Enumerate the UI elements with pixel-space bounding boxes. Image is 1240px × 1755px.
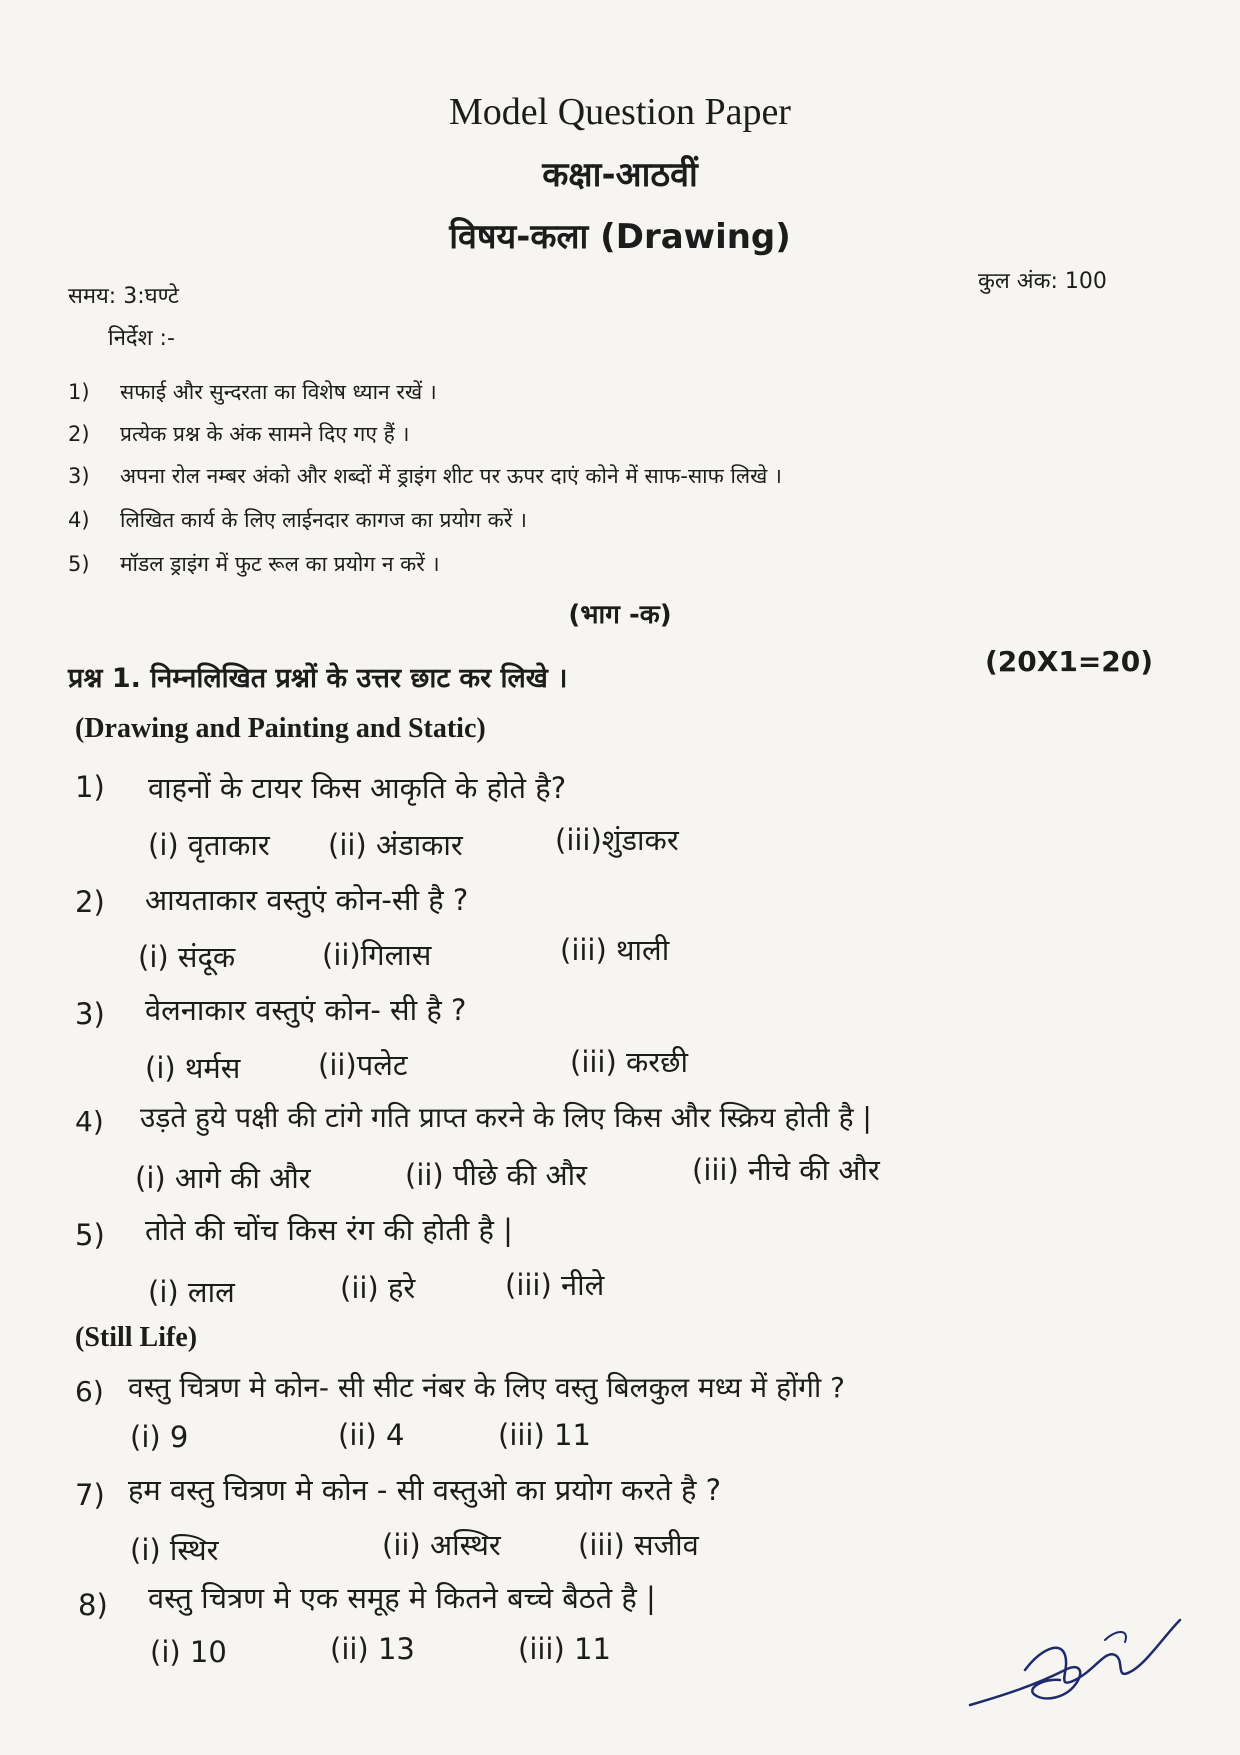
instruction-item — [68, 506, 527, 534]
option-1: (i) 9 — [130, 1420, 189, 1454]
option-1: (i) वृताकार — [148, 828, 270, 862]
instruction-number: 4) — [68, 508, 90, 532]
paper-title: Model Question Paper — [449, 91, 791, 133]
option-1: (i) 10 — [150, 1635, 227, 1669]
option-2: (ii) 13 — [330, 1632, 415, 1666]
question-text: वस्तु चित्रण मे कोन- सी सीट नंबर के लिए वस्तु बिलकुल मध्य में होंगी ? — [128, 1371, 845, 1404]
option-3: (iii) सजीव — [578, 1528, 699, 1562]
option-1: (i) आगे की और — [135, 1161, 311, 1195]
question-number: 1) — [75, 770, 105, 804]
time-allowed: समय: 3:घण्टे — [68, 284, 179, 309]
question-text: उड़ते हुये पक्षी की टांगे गति प्राप्त करने के लिए किस और स्क्रिय होती है | — [140, 1101, 872, 1134]
subject-title: विषय-कला (Drawing) — [449, 217, 791, 257]
option-2: (ii)पलेट — [318, 1048, 408, 1082]
option-1: (i) थर्मस — [145, 1051, 241, 1085]
option-3: (iii) 11 — [518, 1632, 611, 1666]
option-1: (i) लाल — [148, 1275, 235, 1309]
instruction-item — [68, 378, 437, 406]
instructions-title: निर्देश :- — [108, 326, 175, 351]
option-2: (ii) अंडाकार — [328, 828, 463, 862]
instruction-number: 1) — [68, 380, 90, 404]
option-2: (ii) 4 — [338, 1418, 405, 1452]
instruction-item — [68, 462, 782, 490]
question-text: आयताकार वस्तुएं कोन-सी है ? — [145, 883, 469, 917]
option-1: (i) संदूक — [138, 940, 236, 974]
question-number: 3) — [75, 997, 105, 1031]
question-number: 8) — [78, 1588, 108, 1622]
question-number: 6) — [75, 1375, 104, 1408]
subheading-still-life: (Still Life) — [75, 1322, 198, 1353]
option-3: (iii) करछी — [570, 1045, 688, 1079]
option-2: (ii) पीछे की और — [405, 1158, 588, 1192]
question-text: वस्तु चित्रण मे एक समूह मे कितने बच्चे बैठते है | — [148, 1581, 656, 1615]
instruction-text: अपना रोल नम्बर अंको और शब्दों में ड्राइंग शीट पर ऊपर दाएं कोने में साफ-साफ लिखे । — [120, 464, 782, 488]
subheading-drawing: (Drawing and Painting and Static) — [75, 713, 486, 744]
question-number: 2) — [75, 885, 105, 919]
section-heading: (भाग -क) — [568, 600, 672, 630]
option-3: (iii)शुंडाकर — [555, 823, 679, 857]
instruction-number: 5) — [68, 552, 90, 576]
instruction-text: मॉडल ड्राइंग में फुट रूल का प्रयोग न करें । — [120, 552, 440, 576]
option-3: (iii) थाली — [560, 933, 670, 967]
option-3: (iii) नीले — [505, 1268, 605, 1302]
option-3: (iii) नीचे की और — [692, 1153, 880, 1187]
question-1-heading: प्रश्न 1. निम्नलिखित प्रश्नों के उत्तर छाट कर लिखे । — [68, 663, 568, 694]
question-number: 5) — [75, 1218, 105, 1252]
instruction-item — [68, 420, 409, 448]
question-number: 7) — [75, 1478, 105, 1512]
question-number: 4) — [75, 1105, 104, 1138]
option-2: (ii)गिलास — [322, 938, 432, 972]
instruction-text: लिखित कार्य के लिए लाईनदार कागज का प्रयोग करें । — [120, 508, 527, 532]
total-marks: कुल अंक: 100 — [978, 269, 1107, 294]
signature-icon — [965, 1610, 1185, 1720]
instruction-number: 3) — [68, 464, 90, 488]
option-2: (ii) अस्थिर — [382, 1528, 501, 1562]
question-text: तोते की चोंच किस रंग की होती है | — [145, 1213, 513, 1247]
question-text: हम वस्तु चित्रण मे कोन - सी वस्तुओ का प्रयोग करते है ? — [128, 1473, 721, 1507]
instruction-text: सफाई और सुन्दरता का विशेष ध्यान रखें । — [120, 380, 437, 404]
question-text: वेलनाकार वस्तुएं कोन- सी है ? — [145, 993, 467, 1027]
question-1-marks: (20X1=20) — [985, 645, 1154, 678]
class-title: कक्षा-आठवीं — [542, 155, 698, 195]
option-1: (i) स्थिर — [130, 1533, 219, 1567]
option-3: (iii) 11 — [498, 1418, 591, 1452]
instruction-text: प्रत्येक प्रश्न के अंक सामने दिए गए हैं । — [120, 422, 410, 446]
option-2: (ii) हरे — [340, 1271, 416, 1305]
instruction-item — [68, 550, 440, 578]
question-text: वाहनों के टायर किस आकृति के होते है? — [148, 771, 567, 805]
instruction-number: 2) — [68, 422, 90, 446]
